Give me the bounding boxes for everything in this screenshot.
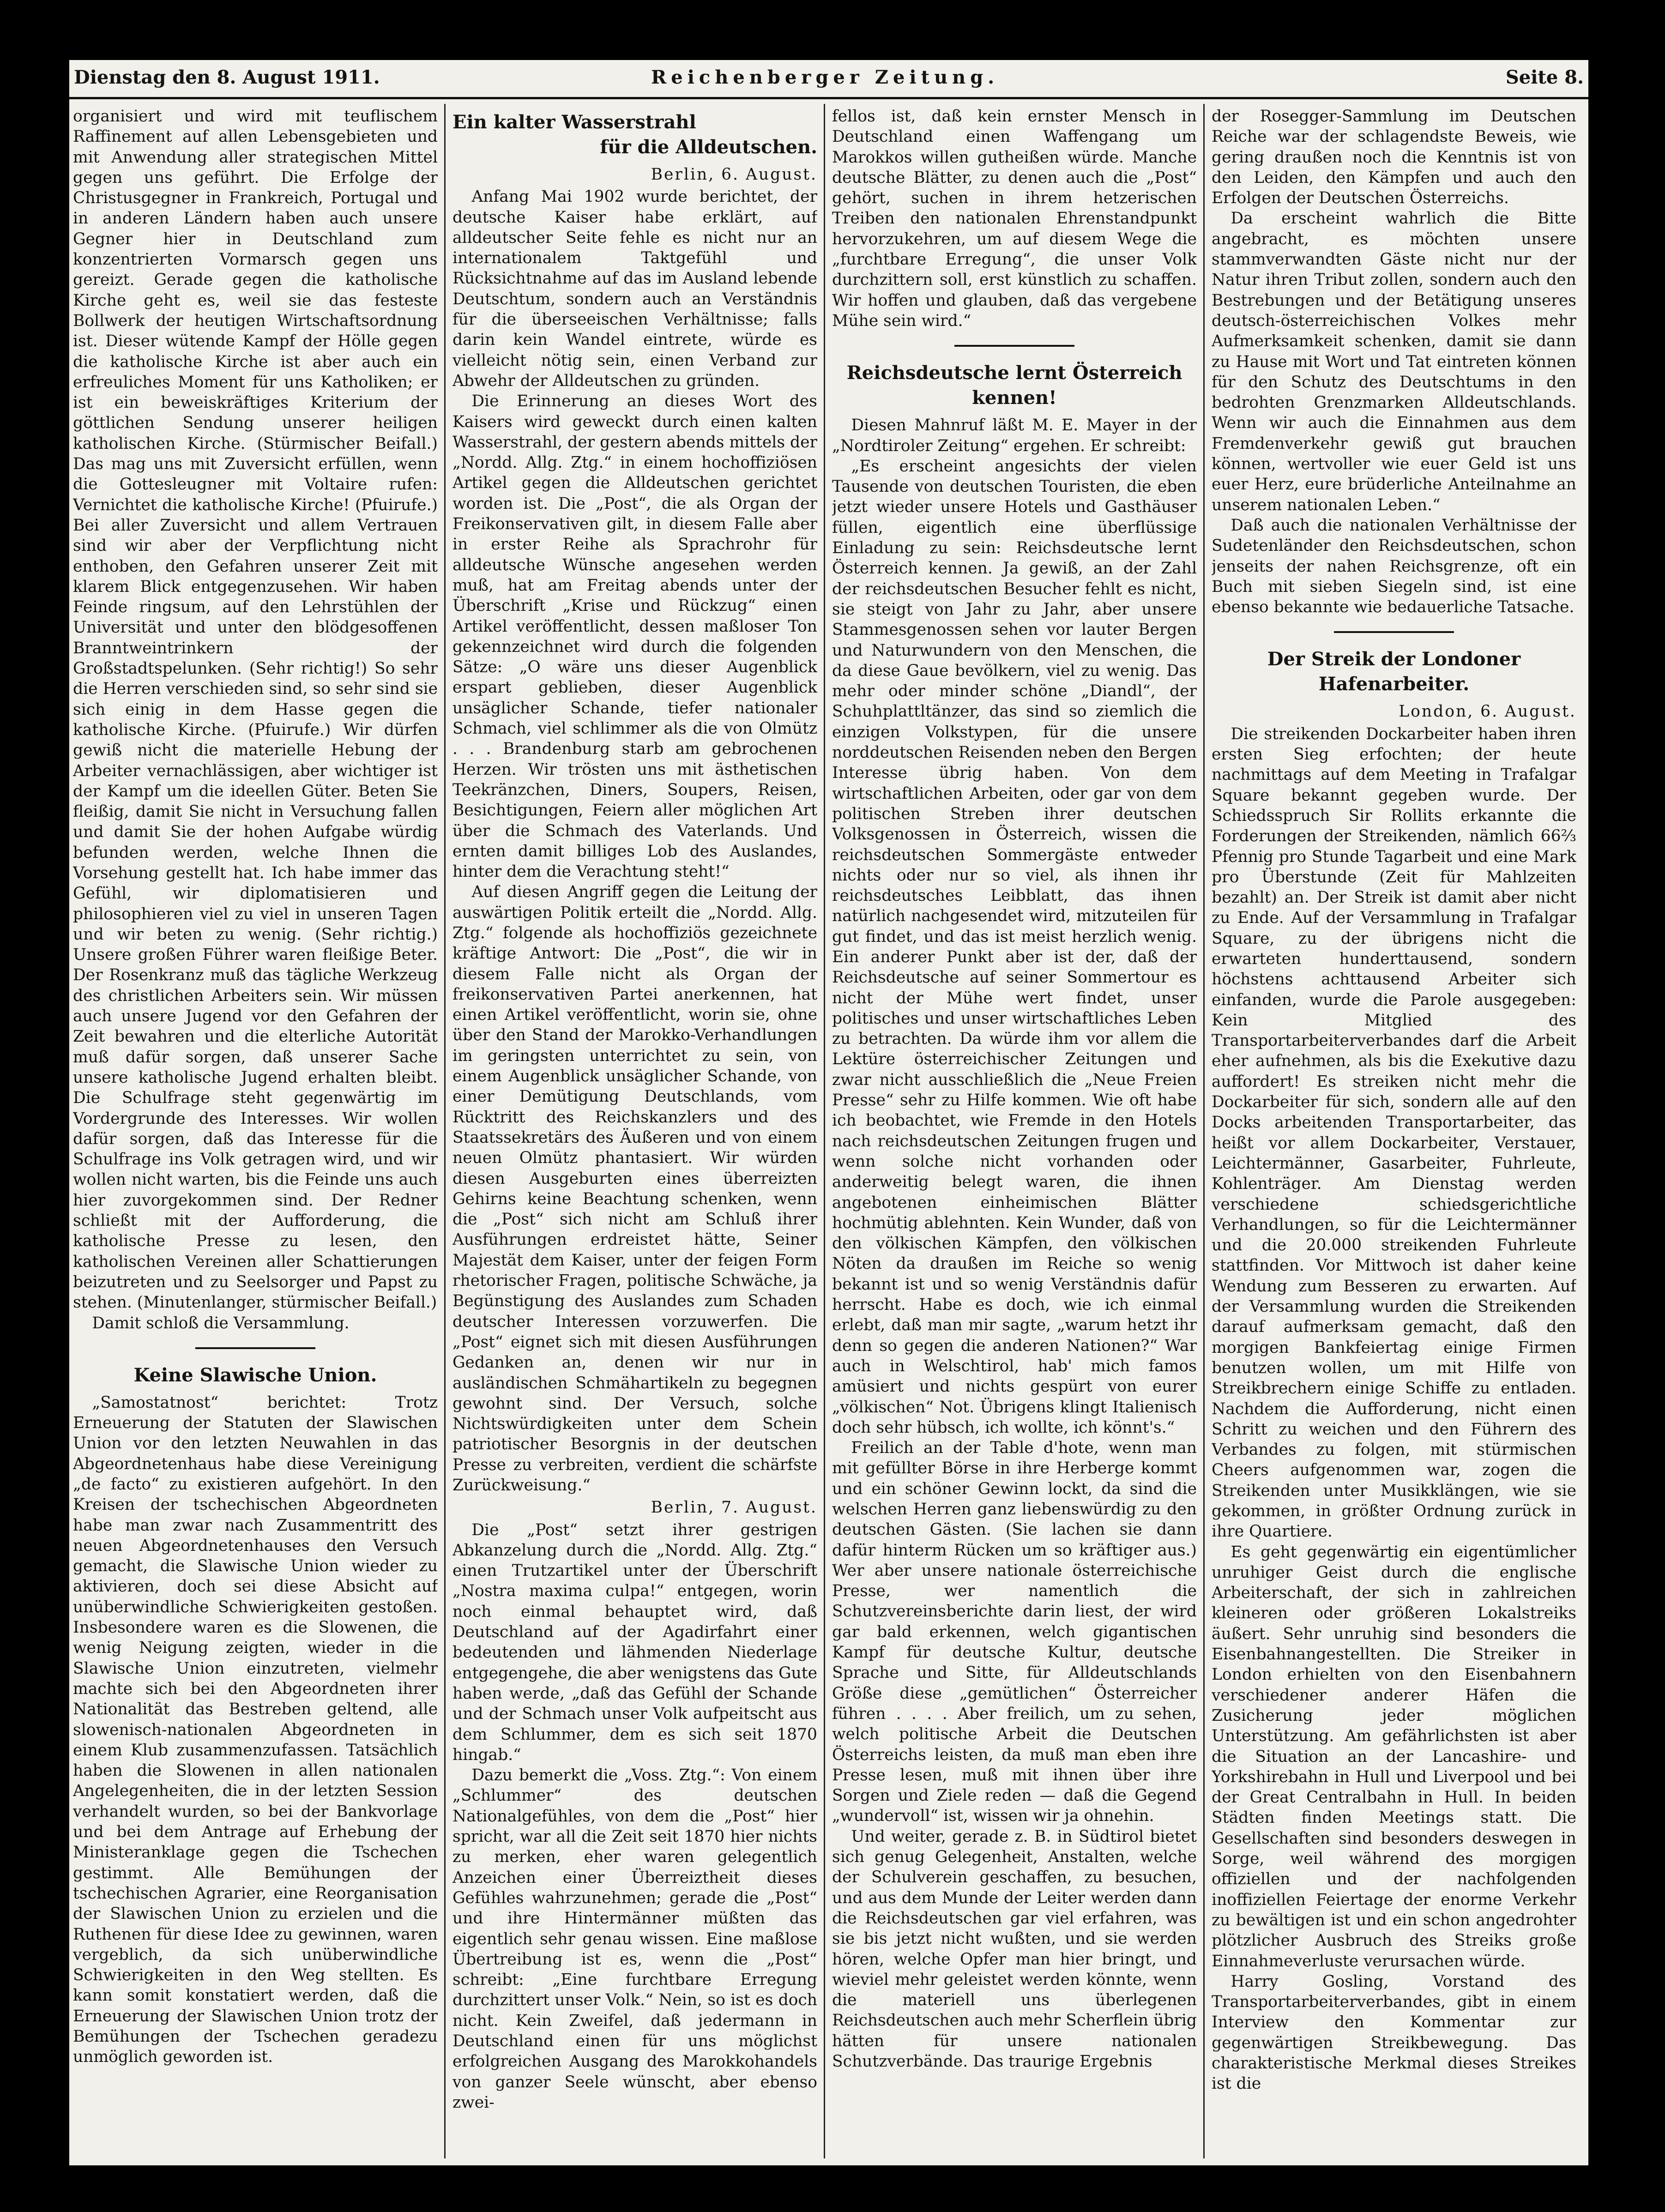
article-paragraph: organisiert und wird mit teuflischem Raffinement auf allen Lebensgebieten und mit Anwendung aller strategischen Mittel gegen uns geführt. Die Erfolge der Christusgegner in Frankreich, Portugal und in anderen Ländern haben auch unsere Gegner hier in Deutschland zum konzentrierten Vormarsch gegen uns gereizt. Gerade gegen die katholische Kirche geht es, weil sie das festeste Bollwerk der heutigen Wirtschaftsordnung ist. Dieser wütende Kampf der Hölle gegen die katholische Kirche ist aber auch ein erfreuliches Moment für uns Katholiken; er ist ein beweiskräftiges Kriterium der göttlichen Sendung unserer heiligen katholischen Kirche. (Stürmischer Beifall.) Das mag uns mit Zuversicht erfüllen, wenn die Gottesleugner mit Voltaire rufen: Vernichtet die katholische Kirche! (Pfuirufe.) Bei aller Zuversicht und allem Vertrauen sind wir aber der Verpflichtung nicht enthoben, den Gefahren unserer Zeit mit klarem Blick entgegenzusehen. Wir haben Feinde ringsum, auf den Lehrstühlen der Universität und unter den blödgesoffenen Branntweintrinkern der Großstadtspelunken. (Sehr richtig!) So sehr die Herren verschieden sind, so sehr sind sie sich einig in dem Hasse gegen die katholische Kirche. (Pfuirufe.) Wir dürfen gewiß nicht die materielle Hebung der Arbeiter vernachlässigen, aber wichtiger ist der Kampf um die ideellen Güter. Beten Sie fleißig, damit Sie nicht in Versuchung fallen und damit Sie der hohen Aufgabe würdig befunden werden, welche Ihnen die Vorsehung gestellt hat. Ich habe immer das Gefühl, wir diplomatisieren und philosophieren viel zu viel in unseren Tagen und wir beten zu wenig. (Sehr richtig.) Unsere großen Führer waren fleißige Beter. Der Rosenkranz muß das tägliche Werkzeug des christlichen Arbeiters sein. Wir müssen auch unsere Jugend vor den Gefahren der Zeit bewahren und die elterliche Autorität muß dafür sorgen, daß unserer Sache unsere katholische Jugend erhalten bleibt. Die Schulfrage steht gegenwärtig im Vordergrunde des Interesses. Wir wollen dafür sorgen, daß das Interesse für die Schulfrage ins Volk getragen wird, und wir wollen nicht warten, bis die Feinde uns auch hier zuvorgekommen sind. Der Redner schließt mit der Aufforderung, die katholische Presse zu lesen, den katholischen Vereinen aller Schattierungen beizutreten und zu Seelsorger und Papst zu stehen. (Minutenlanger, stürmischer Beifall.): [73, 107, 438, 1312]
article-paragraph: Die Erinnerung an dieses Wort des Kaisers wird geweckt durch einen kalten Wasserstrahl, der gestern abends mittels der „Nordd. Allg. Ztg.“ in einem hochoffiziösen Artikel gegen die Alldeutschen gerichtet worden ist. Die „Post“, die als Organ der Freikonservativen gilt, in diesem Falle aber in erster Reihe als Sprachrohr für alldeutsche Wünsche angesehen werden muß, hat am Freitag abends unter der Überschrift „Krise und Rückzug“ einen Artikel veröffentlicht, dessen maßloser Ton gekennzeichnet wird durch die folgenden Sätze: „O wäre uns dieser Augenblick erspart geblieben, dieser Augenblick unsäglicher Schande, tiefer nationaler Schmach, viel schlimmer als die von Olmütz . . . Brandenburg starb am gebrochenen Herzen. Wir trösten uns mit ästhetischen Teekränzchen, Diners, Soupers, Reisen, Besichtigungen, Feiern aller möglichen Art über die Schmach des Vaterlands. Und ernten damit billiges Lob des Auslandes, hinter dem die Verachtung steht!“: [452, 392, 817, 881]
article-paragraph: Die „Post“ setzt ihrer gestrigen Abkanzelung durch die „Nordd. Allg. Ztg.“ einen Trutzartikel unter der Überschrift „Nostra maxima culpa!“ entgegen, worin noch einmal behauptet wird, daß Deutschland auf der Agadirfahrt einer bedeutenden und lähmenden Niederlage entgegengehe, die aber wenigstens das Gute haben werde, „daß das Gefühl der Schande und der Schmach unser Volk aufpeitscht aus dem Schlummer, dem es sich seit 1870 hingab.“: [452, 1520, 817, 1764]
newspaper-page: [69, 60, 1588, 2165]
article-separator: [954, 345, 1074, 347]
article-paragraph: Die streikenden Dockarbeiter haben ihren ersten Sieg erfochten; der heute nachmittags auf dem Meeting in Trafalgar Square bekannt gegeben wurde. Der Schiedsspruch Sir Rollits erkannte die Forderungen der Streikenden, nämlich 66⅔ Pfennig pro Stunde Tagarbeit und eine Mark pro Überstunde (Zeit für Mahlzeiten bezahlt) an. Der Streik ist damit aber nicht zu Ende. Auf der Versammlung in Trafalgar Square, zu der übrigens nicht die erwarteten hunderttausend, sondern höchstens achttausend Arbeiter sich einfanden, wurde die Parole ausgegeben: Kein Mitglied des Transportarbeiterverbandes darf die Arbeit eher aufnehmen, als bis die Exekutive dazu auffordert! Es streiken nicht mehr die Dockarbeiter für sich, sondern alle auf den Docks arbeitenden Transportarbeiter, das heißt vor allem Dockarbeiter, Verstauer, Leichtermänner, Gasarbeiter, Fuhrleute, Kohlenträger. Am Dienstag werden verschiedene schiedsgerichtliche Verhandlungen, so für die Leichtermänner und die 20.000 streikenden Fuhrleute stattfinden. Vor Mittwoch ist daher keine Wendung zum Besseren zu erwarten. Auf der Versammlung wurden die Streikenden darauf aufmerksam gemacht, daß den morgigen Bankfeiertag einige Firmen benutzen wollen, um mit Hilfe von Streikbrechern einige Schiffe zu entladen. Nachdem die Aufforderung, nicht einen Schritt zu weichen und den Führern des Verbandes zu folgen, mit stürmischen Cheers aufgenommen war, zogen die Streikenden unter Musikklängen, wie sie gekommen, in größter Ordnung zurück in ihre Quartiere.: [1212, 724, 1576, 1541]
column-divider: [1203, 104, 1205, 2158]
issue-date: Dienstag den 8. August 1911.: [74, 66, 380, 88]
article-paragraph: Da erscheint wahrlich die Bitte angebracht, es möchten unsere stammverwandten Gäste nicht nur der Natur ihren Tribut zollen, sondern auch den Bestrebungen und der Betätigung unseres deutsch-österreichischen Volkes mehr Aufmerksamkeit schenken, damit sie dann zu Hause mit Wort und Tat eintreten können für den Schutz des Deutschtums in den bedrohten Grenzmarken Alldeutschlands. Wenn wir auch die Einnahmen aus dem Fremdenverkehr gewiß gut brauchen können, wertvoller wie euer Geld ist uns euer Herz, eure brüderliche Anteilnahme an unserem nationalen Leben.“: [1212, 209, 1576, 514]
article-separator: [1334, 631, 1454, 633]
article-paragraph: „Samostatnost“ berichtet: Trotz Erneuerung der Statuten der Slawischen Union vor den letzten Neuwahlen in das Abgeordnetenhaus habe diese Vereinigung „de facto“ zu existieren aufgehört. In den Kreisen der tschechischen Abgeordneten habe man zwar nach Zusammentritt des neuen Abgeordnetenhauses den Versuch gemacht, die Slawische Union wieder zu aktivieren, doch sei diese Absicht auf unüberwindliche Schwierigkeiten gestoßen. Insbesondere waren es die Slowenen, die wenig Neigung zeigten, wieder in die Slawische Union einzutreten, vielmehr machte sich bei den Abgeordneten ihrer Nationalität das Bestreben geltend, alle slowenisch-nationalen Abgeordneten in einem Klub zusammenzufassen. Tatsächlich haben die Slowenen in allen nationalen Angelegenheiten, die in der letzten Session verhandelt wurden, so bei der Bankvorlage und bei dem Antrage auf Erhebung der Ministeranklage gegen die Tschechen gestimmt. Alle Bemühungen der tschechischen Agrarier, eine Reorganisation der Slawischen Union zu erzielen und die Ruthenen für diese Idee zu gewinnen, waren vergeblich, da sich unüberwindliche Schwierigkeiten in den Weg stellten. Es kann somit konstatiert werden, daß die Erneuerung der Slawischen Union trotz der Bemühungen der Tschechen geradezu unmöglich geworden ist.: [73, 1393, 438, 2067]
page-header: [74, 66, 1584, 99]
dateline: Berlin, 6. August.: [651, 165, 817, 184]
article-paragraph: Damit schloß die Versammlung.: [92, 1314, 350, 1332]
article-paragraph: Daß auch die nationalen Verhältnisse der Sudetenländer den Reichsdeutschen, schon jenseits der nahen Reichsgrenze, oft ein Buch mit sieben Siegeln sind, ist eine ebenso bekannte wie bedauerliche Tatsache.: [1212, 516, 1576, 617]
article-paragraph: Es geht gegenwärtig ein eigentümlicher unruhiger Geist durch die englische Arbeiterschaft, der sich in zahlreichen kleineren oder größeren Lokalstreiks äußert. Sehr unruhig sind besonders die Eisenbahnangestellten. Die Streiker in London erhielten von den Eisenbahnern verschiedener anderer Häfen die Zusicherung jeder möglichen Unterstützung. Am gefährlichsten ist aber die Situation an der Lancashire- und Yorkshirebahn in Hull und Liverpool und bei der Great Centralbahn in Hull. In beiden Städten finden Meetings statt. Die Gesellschaften sind besonders deswegen in Sorge, weil während des morgigen offiziellen und der nachfolgenden inoffiziellen Feiertage der enorme Verkehr zu bewältigen ist und ein schon angedrohter plötzlicher Ausbruch des Streiks große Einnahmeverluste verursachen würde.: [1212, 1543, 1576, 1971]
headline-streik-london: Der Streik der Londoner Hafenarbeiter.: [1267, 648, 1521, 695]
header-rule: [69, 97, 1588, 99]
column-divider: [444, 104, 446, 2158]
article-paragraph: Auf diesen Angriff gegen die Leitung der auswärtigen Politik erteilt die „Nordd. Allg. Ztg.“ folgende als hochoffiziös gezeichnete kräftige Antwort: Die „Post“, die wir in diesem Falle nicht als Organ der freikonservativen Partei anerkennen, hat einen Artikel veröffentlicht, worin sie, ohne über den Stand der Marokko-Verhandlungen im geringsten unterrichtet zu sein, von einem Augenblick unsäglicher Schande, von einer Demütigung Deutschlands, vom Rücktritt des Reichskanzlers und des Staatssekretärs des Äußeren und von einem neuen Olmütz phantasiert. Wir würden diesen Ausgeburten eines überreizten Gehirns keine Beachtung schenken, wenn die „Post“ sich nicht am Schluß ihrer Ausführungen erdreistet hätte, Seiner Majestät dem Kaiser, unter der feigen Form rhetorischer Fragen, politische Schwäche, ja Begünstigung des Auslandes zum Schaden deutscher Interessen vorzuwerfen. Die „Post“ eignet sich mit diesen Ausführungen Gedanken an, denen wir nur in ausländischen Schmähartikeln zu begegnen gewohnt sind. Der Versuch, solche Nichtswürdigkeiten unter dem Schein patriotischer Besorgnis in der deutschen Presse zu verbreiten, verdient die schärfste Zurückweisung.“: [452, 883, 817, 1495]
article-paragraph: Freilich an der Table d'hote, wenn man mit gefüllter Börse in ihre Herberge kommt und ein schöner Gewinn lockt, da sind die welschen Herren ganz liebenswürdig zu den deutschen Gästen. (Sie lachen sie dann dafür hinterm Rücken um so kräftiger aus.) Wer aber unsere nationale österreichische Presse, wer namentlich die Schutzvereinsberichte darin liest, der wird gar bald erkennen, welch gigantischen Kampf für deutsche Kultur, deutsche Sprache und Sitte, für Alldeutschlands Größe diese „gemütlichen“ Österreicher führen . . . . Aber freilich, um zu sehen, welch politische Arbeit die Deutschen Österreichs leisten, da muß man eben ihre Presse lesen, muß mit ihnen über ihre Sorgen und Ziele reden — daß die Gegend „wundervoll“ ist, wissen wir ja ohnehin.: [832, 1439, 1197, 1826]
headline-line: für die Alldeutschen.: [600, 136, 817, 158]
article-paragraph: „Es erscheint angesichts der vielen Tausende von deutschen Touristen, die eben jetzt wieder unsere Hotels und Gasthäuser füllen, eigentlich eine überflüssige Einladung zu sein: Reichsdeutsche lernt Österreich kennen. Ja gewiß, an der Zahl der reichsdeutschen Besucher fehlt es nicht, sie steigt von Jahr zu Jahr, aber unsere Stammesgenossen sehen vor lauter Bergen und Naturwundern von den Menschen, die da diese Gaue bevölkern, viel zu wenig. Das mehr oder minder schöne „Diandl“, der Schuhplattltänzer, das sind so ziemlich die einzigen Volkstypen, für die unsere norddeutschen Reisenden neben den Bergen Interesse übrig haben. Von dem wirtschaftlichen Arbeiten, oder gar von dem politischen Streben ihrer deutschen Volksgenossen in Österreich, wissen die reichsdeutschen Sommergäste entweder nichts oder nur so viel, als ihnen ihr reichsdeutsches Leibblatt, das ihnen natürlich nachgesendet wird, mitzuteilen für gut findet, und das ist meist herzlich wenig. Ein anderer Punkt aber ist der, daß der Reichsdeutsche auf seiner Sommertour es nicht der Mühe wert findet, unser politisches und unser wirtschaftliches Leben zu betrachten. Da würde ihm vor allem die Lektüre österreichischer Zeitungen und zwar nicht ausschließlich die „Neue Freien Presse“ sehr zu Hilfe kommen. Wie oft habe ich beobachtet, wie Fremde in den Hotels nach reichsdeutschen Zeitungen frugen und wenn solche nicht vorhanden oder anderweitig belegt waren, die ihnen angebotenen einheimischen Blätter hochmütig ablehnten. Kein Wunder, daß von den völkischen Kämpfen, den völkischen Nöten da draußen im Reiche so wenig bekannt ist und so wenig Verständnis dafür herrscht. Habe es doch, wie ich einmal erlebt, daß man mir sagte, „warum hetzt ihr denn so gegen die anderen Nationen?“ War auch in Welschtirol, hab' mich famos amüsiert und nichts gespürt von eurer „völkischen“ Not. Übrigens klingt Italienisch doch sehr hübsch, ich wollte, ich könnt's.“: [832, 457, 1197, 1437]
headline-reichsdeutsche: Reichsdeutsche lernt Österreich kennen!: [846, 362, 1182, 409]
headline-line: Ein kalter Wasserstrahl: [452, 111, 696, 133]
article-separator: [195, 1347, 315, 1349]
article-paragraph: Harry Gosling, Vorstand des Transportarbeiterverbandes, gibt in einem Interview den Kommentar zur gegenwärtigen Streikbewegung. Das charakteristische Merkmal dieses Streikes ist die: [1212, 1972, 1576, 2093]
page-number: Seite 8.: [1505, 66, 1584, 88]
article-paragraph: Anfang Mai 1902 wurde berichtet, der deutsche Kaiser habe erklärt, auf alldeutscher Seite fehle es nicht nur an internationalem Taktgefühl und Rücksichtnahme auf das im Ausland lebende Deutschtum, sondern auch an Verständnis für die überseeischen Verhältnisse; falls darin kein Wandel eintrete, würde es vielleicht nötig sein, einen Verband zur Abwehr der Alldeutschen zu gründen.: [452, 187, 817, 390]
headline-slawische-union: Keine Slawische Union.: [133, 1364, 377, 1386]
article-paragraph: Dazu bemerkt die „Voss. Ztg.“: Von einem „Schlummer“ des deutschen Nationalgefühles, von dem die „Post“ hier spricht, war all die Zeit seit 1870 hier nichts zu merken, eher waren gelegentlich Anzeichen einer Überreiztheit dieses Gefühles wahrzunehmen; gerade die „Post“ und ihre Hintermänner müßten das eigentlich sehr genau wissen. Eine maßlose Übertreibung ist es, wenn die „Post“ schreibt: „Eine furchtbare Erregung durchzittert unser Volk.“ Nein, so ist es doch nicht. Kein Zweifel, daß jedermann in Deutschland einen für uns möglichst erfolgreichen Ausgang des Marokkohandels von ganzer Seele wünscht, aber ebenso zwei-: [452, 1766, 817, 2112]
column-divider: [824, 104, 825, 2158]
column-4: [1212, 106, 1576, 2156]
masthead: Reichenberger Zeitung.: [651, 66, 999, 88]
column-2: [452, 106, 817, 2156]
column-3: [832, 106, 1197, 2156]
dateline: London, 6. August.: [1399, 702, 1576, 721]
article-paragraph: Und weiter, gerade z. B. in Südtirol bietet sich genug Gelegenheit, Anstalten, welche der Schulverein geschaffen, zu besuchen, und aus dem Munde der Leiter werden dann die Reichsdeutschen gar viel erfahren, was sie bis jetzt nicht wußten, und sie werden hören, welche Opfer man hier bringt, und wieviel mehr geleistet werden könnte, wenn die materiell uns überlegenen Reichsdeutschen auch mehr Scherflein übrig hätten für unsere nationalen Schutzverbände. Das traurige Ergebnis: [832, 1827, 1197, 2071]
article-paragraph: Diesen Mahnruf läßt M. E. Mayer in der „Nordtiroler Zeitung“ ergehen. Er schreibt:: [832, 416, 1197, 455]
dateline: Berlin, 7. August.: [651, 1498, 817, 1517]
article-paragraph: fellos ist, daß kein ernster Mensch in Deutschland einen Waffengang um Marokkos willen gutheißen würde. Manche deutsche Blätter, zu denen auch die „Post“ gehört, suchen in ihrem hetzerischen Treiben den nationalen Ehrenstandpunkt hervorzukehren, um auf diesem Wege die „furchtbare Erregung“, die unser Volk durchzittern soll, erst künstlich zu schaffen. Wir hoffen und glauben, daß das vergebene Mühe sein wird.“: [832, 107, 1197, 330]
column-1: [73, 106, 438, 2156]
headline-wasserstrahl: [452, 110, 817, 160]
article-paragraph: der Rosegger-Sammlung im Deutschen Reiche war der schlagendste Beweis, wie gering draußen noch die Kenntnis ist von den Leiden, den Kämpfen und auch den Erfolgen der Deutschen Österreichs.: [1212, 107, 1576, 208]
